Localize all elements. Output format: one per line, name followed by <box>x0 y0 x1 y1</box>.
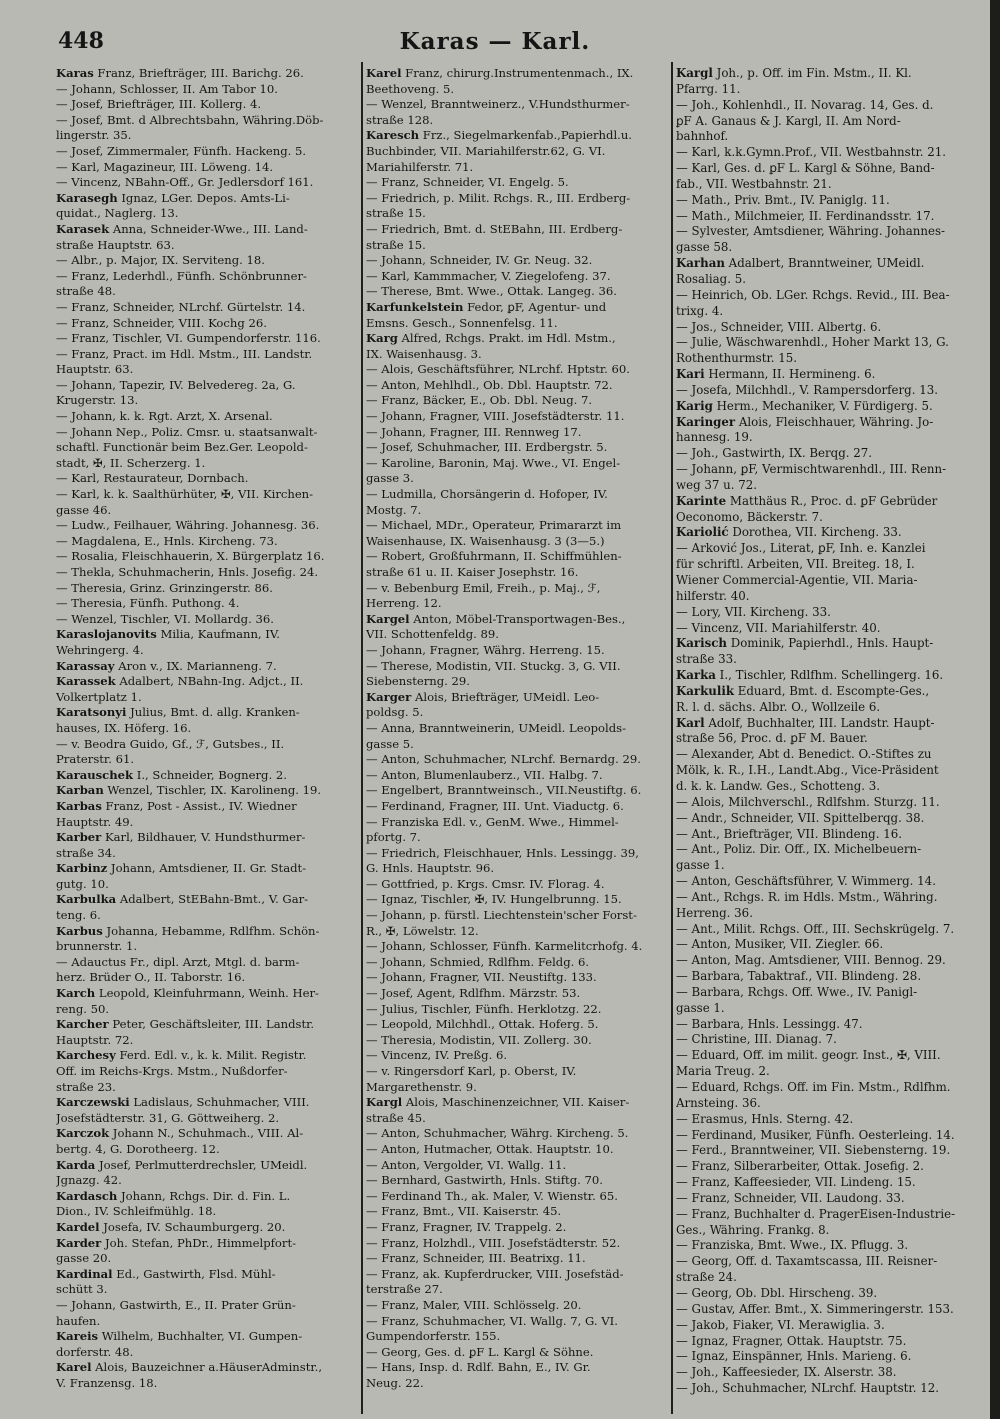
directory-entry: — Eduard, Rchgs. Off. im Fin. Mstm., Rdlfhm. Arnsteing. 36. <box>676 1080 951 1110</box>
directory-entry: — Therese, Bmt. Wwe., Ottak. Langeg. 36. <box>366 284 617 299</box>
directory-entry: — Johann, Schlosser, Fünfh. Karmelitcrhofg. 4. <box>366 939 643 954</box>
directory-entry: — Franz, Tischler, VI. Gumpendorferstr. 116. <box>56 331 321 346</box>
directory-entry: Kardinal Ed., Gastwirth, Flsd. Mühl- schütt 3. <box>56 1266 276 1297</box>
directory-entry: — Johann, Schmied, Rdlfhm. Feldg. 6. <box>366 954 590 969</box>
directory-entry: — Karoline, Baronin, Maj. Wwe., VI. Engel- gasse 3. <box>366 455 621 486</box>
directory-entry: — Therese, Modistin, VII. Stuckg. 3, G. VII. Siebensterng. 29. <box>366 658 621 689</box>
directory-entry: Karesch Frz., Siegelmarkenfab.,Papierhdl.u. Buchbinder, VII. Mariahilferstr.62, G. VI. Mariahilferstr. 71. <box>366 128 632 174</box>
directory-entry: — Franz, Schneider, III. Beatrixg. 11. <box>366 1251 586 1266</box>
directory-entry: Karhan Adalbert, Branntweiner, UMeidl. Rosaliag. 5. <box>676 256 925 286</box>
directory-entry: — Ant., Poliz. Dir. Off., IX. Michelbeuern- gasse 1. <box>676 842 922 873</box>
directory-entry: Karbulka Adalbert, StEBahn-Bmt., V. Gar- teng. 6. <box>56 892 309 923</box>
directory-entry: — Anton, Hutmacher, Ottak. Hauptstr. 10. <box>366 1141 614 1156</box>
directory-entry: — Josef, Bmt. d Albrechtsbahn, Währing.Döb- lingerstr. 35. <box>56 112 324 143</box>
directory-entry: — Franz, Kaffeesieder, VII. Lindeng. 15. <box>676 1175 916 1190</box>
directory-entry: — Jos., Schneider, VIII. Albertg. 6. <box>676 319 882 334</box>
directory-entry: — Franz, Bäcker, E., Ob. Dbl. Neug. 7. <box>366 393 593 408</box>
directory-entry: Karfunkelstein Fedor, ꝑF, Agentur- und Emsns. Gesch., Sonnenfelsg. 11. <box>366 299 607 330</box>
directory-entry: — Franz, Fragner, IV. Trappelg. 2. <box>366 1219 567 1234</box>
directory-entry: Kargl Alois, Maschinenzeichner, VII. Kaiser- straße 45. <box>366 1095 630 1125</box>
directory-entry: Karban Wenzel, Tischler, IX. Karolineng. 19. <box>56 783 322 798</box>
directory-entry: — Ant., Milit. Rchgs. Off., III. Sechskrügelg. 7. <box>676 921 955 936</box>
directory-entry: — Gottfried, p. Krgs. Cmsr. IV. Florag. 4. <box>366 876 605 891</box>
directory-entry: — Johann, Tapezir, IV. Belvedereg. 2a, G. Krugerstr. 13. <box>56 377 296 408</box>
column-2 <box>366 66 668 1411</box>
directory-entry: Karbas Franz, Post - Assist., IV. Wiedner Hauptstr. 49. <box>56 798 297 829</box>
directory-entry: Karcher Peter, Geschäftsleiter, III. Landstr. Hauptstr. 72. <box>56 1017 315 1047</box>
directory-entry: — Franz, Bmt., VII. Kaiserstr. 45. <box>366 1204 562 1219</box>
directory-entry: Karch Leopold, Kleinfuhrmann, Weinh. Her- reng. 50. <box>56 986 319 1016</box>
directory-entry: — Rosalia, Fleischhauerin, X. Bürgerplatz 16. <box>56 549 325 564</box>
directory-entry: — Arković Jos., Literat, ꝑF, Inh. e. Kanzlei für schriftl. Arbeiten, VII. Breiteg. 18, I. Wiener Commercial-Agentie, VII. Maria- hilferstr. 40. <box>676 541 926 603</box>
directory-entry: Kargl Joh., p. Off. im Fin. Mstm., II. Kl. Pfarrg. 11. <box>676 66 912 96</box>
directory-entry: — Math., Priv. Bmt., IV. Paniglg. 11. <box>676 192 890 207</box>
directory-entry: — Johann, Gastwirth, E., II. Prater Grün- haufen. <box>56 1297 296 1328</box>
directory-entry: — Johann, ꝑF, Vermischtwarenhdl., III. Renn- weg 37 u. 72. <box>676 462 947 492</box>
directory-entry: — Alois, Geschäftsführer, NLrchf. Hptstr. 60. <box>366 362 630 377</box>
directory-entry: — Theresia, Fünfh. Puthong. 4. <box>56 596 240 611</box>
directory-entry: — Franz, ak. Kupferdrucker, VIII. Josefstäd- terstraße 27. <box>366 1266 624 1297</box>
directory-entry: — Gustav, Affer. Bmt., X. Simmeringerstr. 153. <box>676 1301 954 1316</box>
directory-entry: — v. Bebenburg Emil, Freih., p. Maj., ℱ, Herreng. 12. <box>366 580 601 611</box>
directory-entry: — Ferdinand, Fragner, III. Unt. Viaductg. 6. <box>366 798 624 813</box>
directory-entry: — Albr., p. Major, IX. Serviteng. 18. <box>56 253 265 268</box>
directory-entry: — Lory, VII. Kircheng. 33. <box>676 604 831 619</box>
directory-entry: Karinger Alois, Fleischhauer, Währing. Jo- hannesg. 19. <box>676 414 934 445</box>
directory-entry: — Leopold, Milchhdl., Ottak. Hoferg. 5. <box>366 1017 599 1032</box>
directory-entry: — Joh., Kaffeesieder, IX. Alserstr. 38. <box>676 1365 897 1380</box>
directory-entry: — Friedrich, Fleischhauer, Hnls. Lessingg. 39, G. Hnls. Hauptstr. 96. <box>366 845 639 876</box>
directory-entry: Karbus Johanna, Hebamme, Rdlfhm. Schön- brunnerstr. 1. <box>56 923 320 954</box>
column-divider <box>671 62 673 1414</box>
directory-entry: Karg Alfred, Rchgs. Prakt. im Hdl. Mstm., IX. Waisenhausg. 3. <box>366 331 616 361</box>
directory-entry: Karaslojanovits Milia, Kaufmann, IV. Wehringerg. 4. <box>56 627 280 657</box>
directory-entry: — Math., Milchmeier, II. Ferdinandsstr. 17. <box>676 208 935 223</box>
directory-entry: — Eduard, Off. im milit. geogr. Inst., ✠, VIII. Maria Treug. 2. <box>676 1048 941 1079</box>
directory-entry: — Julius, Tischler, Fünfh. Herklotzg. 22. <box>366 1001 602 1016</box>
directory-entry: — Joh., Kohlenhdl., II. Novarag. 14, Ges. d. ꝑF A. Ganaus & J. Kargl, II. Am Nord- bahnhof. <box>676 97 934 144</box>
directory-entry: — Jakob, Fiaker, VI. Merawiglia. 3. <box>676 1317 885 1332</box>
directory-entry: — Karl, Restaurateur, Dornbach. <box>56 471 249 486</box>
directory-entry: Kardasch Johann, Rchgs. Dir. d. Fin. L. Dion., IV. Schleifmühlg. 18. <box>56 1188 291 1219</box>
directory-entry: — Joh., Gastwirth, IX. Berqg. 27. <box>676 446 873 461</box>
directory-entry: — Heinrich, Ob. LGer. Rchgs. Revid., III. Bea- trixg. 4. <box>676 287 950 318</box>
directory-entry: Kari Hermann, II. Hermineng. 6. <box>676 367 876 382</box>
directory-entry: — Ferd., Branntweiner, VII. Siebensterng. 19. <box>676 1143 951 1158</box>
directory-entry: — Johann, p. fürstl. Liechtenstein'scher Forst- R., ✠, Löwelstr. 12. <box>366 908 637 938</box>
directory-entry: — Anton, Mehlhdl., Ob. Dbl. Hauptstr. 72. <box>366 377 613 392</box>
directory-entry: — Josefa, Milchhdl., V. Rampersdorferg. 13. <box>676 382 938 397</box>
directory-entry: Kariolić Dorothea, VII. Kircheng. 33. <box>676 525 902 540</box>
directory-entry: — Thekla, Schuhmacherin, Hnls. Josefig. 24. <box>56 565 319 579</box>
directory-entry: — Josef, Schuhmacher, III. Erdbergstr. 5. <box>366 440 608 455</box>
directory-entry: — v. Ringersdorf Karl, p. Oberst, IV. Margarethenstr. 9. <box>366 1064 577 1094</box>
directory-entry: — Friedrich, p. Milit. Rchgs. R., III. Erdberg- straße 15. <box>366 190 631 221</box>
directory-entry: — Franz, Schneider, VII. Laudong. 33. <box>676 1190 905 1205</box>
directory-entry: — Ignaz, Einspänner, Hnls. Marieng. 6. <box>676 1349 912 1364</box>
directory-entry: Karczok Johann N., Schuhmach., VIII. Al- bertg. 4, G. Dorotheerg. 12. <box>56 1126 304 1156</box>
directory-entry: Karder Joh. Stefan, PhDr., Himmelpfort- gasse 20. <box>56 1235 297 1266</box>
directory-entry: — Barbara, Tabaktraf., VII. Blindeng. 28. <box>676 969 922 984</box>
directory-entry: — Anton, Schuhmacher, Währg. Kircheng. 5. <box>366 1126 629 1141</box>
directory-entry: Karber Karl, Bildhauer, V. Hundsthurmer- straße 34. <box>56 830 306 860</box>
directory-entry: — Karl, k. k. Saalthürhüter, ✠, VII. Kirchen- gasse 46. <box>56 487 314 517</box>
directory-entry: — Barbara, Hnls. Lessingg. 47. <box>676 1016 863 1031</box>
directory-entry: — Franz, Buchhalter d. PragerEisen-Industrie- Ges., Währing. Frankg. 8. <box>676 1206 956 1237</box>
directory-entry: — Wenzel, Branntweinerz., V.Hundsthurmer- straße 128. <box>366 97 630 127</box>
directory-entry: — Johann, Fragner, VIII. Josefstädterstr. 11. <box>366 409 625 424</box>
directory-entry: — Franz, Schneider, VI. Engelg. 5. <box>366 175 569 190</box>
directory-entry: — Magdalena, E., Hnls. Kircheng. 73. <box>56 533 278 548</box>
directory-entry: — Georg, Ob. Dbl. Hirscheng. 39. <box>676 1285 878 1300</box>
directory-entry: — Andr., Schneider, VII. Spittelberqg. 38. <box>676 810 925 825</box>
directory-entry: — Erasmus, Hnls. Sterng. 42. <box>676 1111 854 1126</box>
directory-entry: — Franz, Schneider, NLrchf. Gürtelstr. 14. <box>56 299 306 314</box>
directory-entry: — Anna, Branntweinerin, UMeidl. Leopolds- gasse 5. <box>366 720 626 751</box>
directory-entry: — Ignaz, Tischler, ✠, IV. Hungelbrunng. 15. <box>366 892 622 907</box>
directory-entry: — Karl, Ges. d. ꝑF L. Kargl & Söhne, Band- fab., VII. Westbahnstr. 21. <box>676 161 935 191</box>
running-head: Karas — Karl. <box>399 28 591 55</box>
directory-entry: — Alois, Milchverschl., Rdlfshm. Sturzg. 11. <box>676 794 940 809</box>
page-header <box>0 28 990 62</box>
directory-entry: — Josef, Agent, Rdlfhm. Märzstr. 53. <box>366 986 581 1001</box>
column-3 <box>676 66 980 1411</box>
directory-entry: — Ant., Briefträger, VII. Blindeng. 16. <box>676 826 902 841</box>
directory-entry: — Anton, Vergolder, VI. Wallg. 11. <box>366 1157 567 1172</box>
directory-entry: — Ant., Rchgs. R. im Hdls. Mstm., Währing. Herreng. 36. <box>676 889 938 920</box>
directory-entry: Kargel Anton, Möbel-Transportwagen-Bes., VII. Schottenfeldg. 89. <box>366 611 626 642</box>
directory-entry: — Johann Nep., Poliz. Cmsr. u. staatsanwalt- schaftl. Functionär beim Bez.Ger. Leopold- stadt, ✠, II. Scherzerg. 1. <box>56 424 318 470</box>
directory-entry: — Georg, Off. d. Taxamtscassa, III. Reisner- straße 24. <box>676 1254 938 1285</box>
directory-entry: — Michael, MDr., Operateur, Primararzt im Waisenhause, IX. Waisenhausg. 3 (3—5.) <box>366 518 622 548</box>
directory-entry: — Hans, Insp. d. Rdlf. Bahn, E., IV. Gr. Neug. 22. <box>366 1360 591 1390</box>
directory-entry: — Josef, Zimmermaler, Fünfh. Hackeng. 5. <box>56 143 307 158</box>
directory-entry: — Ferdinand Th., ak. Maler, V. Wienstr. 65. <box>366 1188 618 1203</box>
directory-entry: — Johann, k. k. Rgt. Arzt, X. Arsenal. <box>56 409 273 424</box>
directory-entry: — Theresia, Grinz. Grinzingerstr. 86. <box>56 580 273 595</box>
directory-entry: — Robert, Großfuhrmann, II. Schiffmühlen- straße 61 u. II. Kaiser Josephstr. 16. <box>366 549 622 579</box>
directory-entry: — Anton, Musiker, VII. Ziegler. 66. <box>676 937 884 952</box>
directory-entry: — Bernhard, Gastwirth, Hnls. Stiftg. 70. <box>366 1173 603 1188</box>
directory-entry: Karczewski Ladislaus, Schuhmacher, VIII. Josefstädterstr. 31, G. Göttweiherg. 2. <box>56 1095 310 1125</box>
directory-entry: — Franz, Schuhmacher, VI. Wallg. 7, G. VI. Gumpendorferstr. 155. <box>366 1313 618 1344</box>
directory-entry: Kareis Wilhelm, Buchhalter, VI. Gumpen- dorferstr. 48. <box>56 1329 303 1359</box>
directory-entry: Karatsonyi Julius, Bmt. d. allg. Kranken- hauses, IX. Höferg. 16. <box>56 705 300 735</box>
directory-entry: — Franziska Edl. v., GenM. Wwe., Himmel- pfortg. 7. <box>366 814 619 845</box>
directory-entry: — Johann, Schneider, IV. Gr. Neug. 32. <box>366 253 593 268</box>
directory-entry: — Joh., Schuhmacher, NLrchf. Hauptstr. 12. <box>676 1381 940 1396</box>
directory-entry: Karig Herm., Mechaniker, V. Fürdigerg. 5. <box>676 398 933 413</box>
directory-entry: — Ludw., Feilhauer, Währing. Johannesg. 36. <box>56 518 320 533</box>
directory-entry: Karasegh Ignaz, LGer. Depos. Amts-Li- quidat., Naglerg. 13. <box>56 190 290 221</box>
directory-entry: — Christine, III. Dianag. 7. <box>676 1032 837 1047</box>
directory-entry: — Karl, k.k.Gymn.Prof., VII. Westbahnstr. 21. <box>676 145 947 160</box>
directory-entry: — Vincenz, NBahn-Off., Gr. Jedlersdorf 161. <box>56 175 314 190</box>
directory-entry: Karger Alois, Briefträger, UMeidl. Leo- poldsg. 5. <box>366 689 600 720</box>
directory-entry: — Alexander, Abt d. Benedict. O.-Stiftes zu Mölk, k. R., I.H., Landt.Abg., Vice-Präsident d. k. k. Landw. Ges., Schotteng. 3. <box>676 747 939 793</box>
directory-entry: — Anton, Mag. Amtsdiener, VIII. Bennog. 29. <box>676 953 946 968</box>
directory-entry: — Johann, Fragner, III. Rennweg 17. <box>366 424 582 439</box>
directory-entry: Karisch Dominik, Papierhdl., Hnls. Haupt- straße 33. <box>676 636 934 667</box>
directory-entry: — Franz, Holzhdl., VIII. Josefstädterstr. 52. <box>366 1235 621 1250</box>
column-1 <box>56 66 358 1411</box>
directory-entry: — Julie, Wäschwarenhdl., Hoher Markt 13, G. Rothenthurmstr. 15. <box>676 335 949 366</box>
directory-entry: — Franziska, Bmt. Wwe., IX. Pflugg. 3. <box>676 1238 909 1253</box>
directory-entry: — Ferdinand, Musiker, Fünfh. Oesterleing. 14. <box>676 1127 955 1142</box>
directory-entry: Karda Josef, Perlmutterdrechsler, UMeidl. Jgnazg. 42. <box>56 1157 308 1188</box>
directory-entry: — Johann, Schlosser, II. Am Tabor 10. <box>56 81 278 96</box>
directory-entry: Karasek Anna, Schneider-Wwe., III. Land- straße Hauptstr. 63. <box>56 221 308 252</box>
directory-entry: Karbinz Johann, Amtsdiener, II. Gr. Stadt- gutg. 10. <box>56 861 307 891</box>
page-number: 448 <box>58 28 104 54</box>
directory-entry: — Vincenz, IV. Preßg. 6. <box>366 1048 508 1063</box>
directory-entry: — Barbara, Rchgs. Off. Wwe., IV. Panigl- gasse 1. <box>676 984 918 1015</box>
directory-entry: — Anton, Geschäftsführer, V. Wimmerg. 14. <box>676 874 936 889</box>
directory-entry: — Vincenz, VII. Mariahilferstr. 40. <box>676 620 881 635</box>
directory-entry: — Friedrich, Bmt. d. StEBahn, III. Erdberg- straße 15. <box>366 221 623 252</box>
directory-entry: — Sylvester, Amtsdiener, Währing. Johannes- gasse 58. <box>676 224 946 255</box>
directory-entry: — Johann, Fragner, Währg. Herreng. 15. <box>366 642 605 657</box>
directory-entry: Karauschek I., Schneider, Bognerg. 2. <box>56 767 287 782</box>
directory-entry: — Georg, Ges. d. ꝑF L. Kargl & Söhne. <box>366 1344 594 1359</box>
directory-entry: — Franz, Pract. im Hdl. Mstm., III. Landstr. Hauptstr. 63. <box>56 346 313 377</box>
directory-entry: Karas Franz, Briefträger, III. Barichg. 26. <box>56 66 304 80</box>
directory-entry: — Theresia, Modistin, VII. Zollerg. 30. <box>366 1032 592 1047</box>
directory-entry: Karel Alois, Bauzeichner a.HäuserAdminstr., V. Franzensg. 18. <box>56 1360 323 1390</box>
directory-entry: — Franz, Maler, VIII. Schlösselg. 20. <box>366 1297 582 1312</box>
directory-entry: Karinte Matthäus R., Proc. d. ꝑF Gebrüder Oeconomo, Bäckerstr. 7. <box>676 493 938 524</box>
directory-entry: — Karl, Magazineur, III. Löweng. 14. <box>56 159 274 174</box>
directory-entry: Karl Adolf, Buchhalter, III. Landstr. Haupt- straße 56, Proc. d. ꝑF M. Bauer. <box>676 715 935 746</box>
directory-entry: Kardel Josefa, IV. Schaumburgerg. 20. <box>56 1219 286 1234</box>
directory-entry: — Adauctus Fr., dipl. Arzt, Mtgl. d. barm- herz. Brüder O., II. Taborstr. 16. <box>56 954 300 985</box>
directory-entry: — Franz, Silberarbeiter, Ottak. Josefig. 2. <box>676 1159 924 1174</box>
directory-entry: Karka I., Tischler, Rdlfhm. Schellingerg. 16. <box>676 668 944 683</box>
directory-entry: — Engelbert, Branntweinsch., VII.Neustiftg. 6. <box>366 783 642 798</box>
directory-entry: — Ignaz, Fragner, Ottak. Hauptstr. 75. <box>676 1333 907 1348</box>
directory-entry: — v. Beodra Guido, Gf., ℱ, Gutsbes., II. Praterstr. 61. <box>56 736 285 767</box>
column-divider <box>361 62 363 1414</box>
directory-entry: Karkulik Eduard, Bmt. d. Escompte-Ges., R. l. d. sächs. Albr. O., Wollzeile 6. <box>676 683 930 714</box>
directory-entry: Karel Franz, chirurg.Instrumentenmach., IX. Beethoveng. 5. <box>366 66 634 96</box>
directory-entry: — Karl, Kammmacher, V. Ziegelofeng. 37. <box>366 268 611 283</box>
directory-entry: — Johann, Fragner, VII. Neustiftg. 133. <box>366 970 597 985</box>
directory-entry: Karassay Aron v., IX. Marianneng. 7. <box>56 658 277 673</box>
directory-entry: — Franz, Lederhdl., Fünfh. Schönbrunner- straße 48. <box>56 268 307 299</box>
directory-entry: Karchesy Ferd. Edl. v., k. k. Milit. Registr. Off. im Reichs-Krgs. Mstm., Nußdorfer- straße 23. <box>56 1048 307 1094</box>
directory-entry: — Wenzel, Tischler, VI. Mollardg. 36. <box>56 611 274 626</box>
directory-entry: — Franz, Schneider, VIII. Kochg 26. <box>56 315 267 330</box>
directory-entry: — Ludmilla, Chorsängerin d. Hofoper, IV. Mostg. 7. <box>366 487 608 517</box>
directory-entry: — Josef, Briefträger, III. Kollerg. 4. <box>56 97 262 112</box>
directory-entry: Karassek Adalbert, NBahn-Ing. Adjct., II. Volkertplatz 1. <box>56 674 304 704</box>
directory-entry: — Anton, Schuhmacher, NLrchf. Bernardg. 29. <box>366 752 641 767</box>
directory-entry: — Anton, Blumenlauberz., VII. Halbg. 7. <box>366 767 603 782</box>
